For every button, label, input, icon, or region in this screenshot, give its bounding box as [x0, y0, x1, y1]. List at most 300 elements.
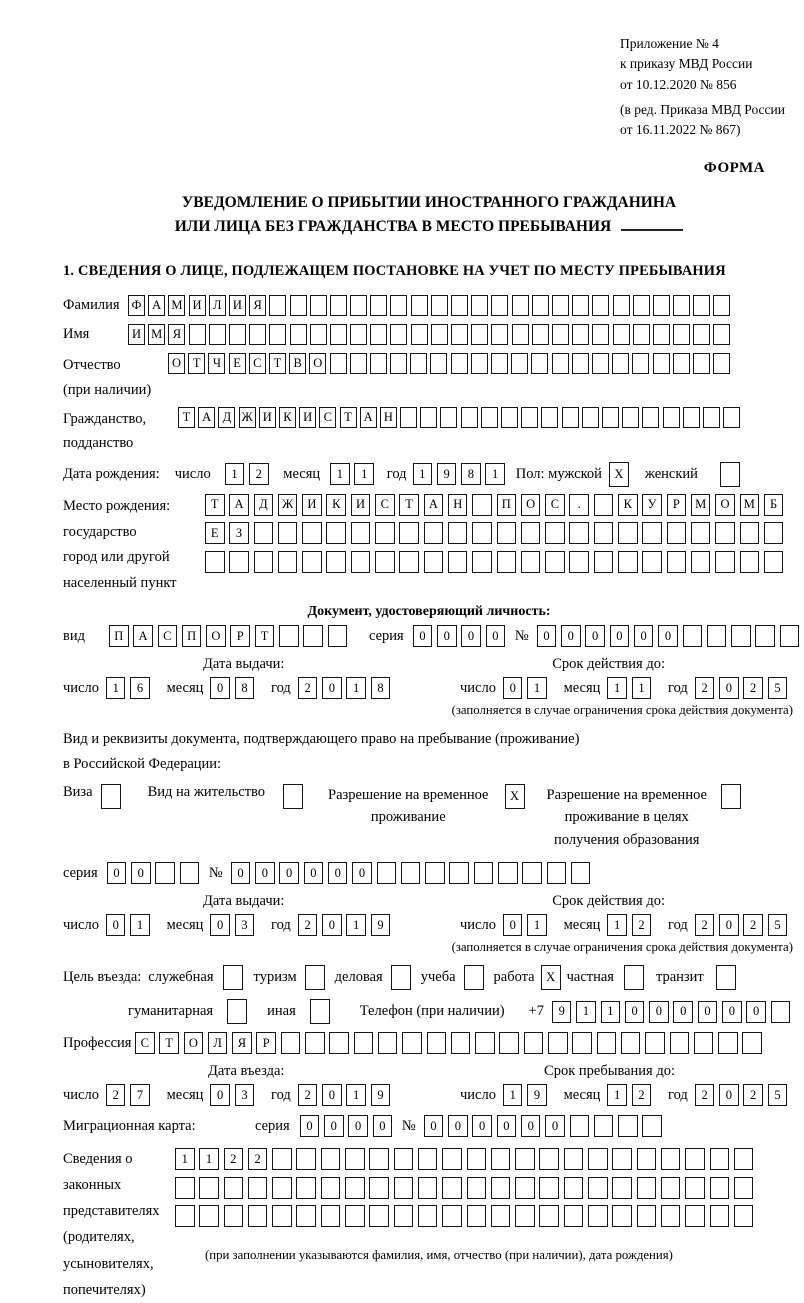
char-box[interactable] [515, 1177, 535, 1199]
profession-boxes[interactable] [135, 1032, 767, 1054]
char-box[interactable]: 0 [658, 625, 678, 647]
char-box[interactable]: С [545, 494, 565, 516]
char-box[interactable]: О [715, 494, 735, 516]
char-box[interactable]: О [206, 625, 226, 647]
char-box[interactable] [391, 965, 411, 990]
char-box[interactable]: Т [178, 407, 195, 428]
char-box[interactable] [720, 462, 740, 487]
char-box[interactable] [497, 551, 517, 573]
char-box[interactable] [296, 1177, 316, 1199]
char-box[interactable]: Е [229, 353, 246, 374]
char-box[interactable] [621, 1032, 641, 1054]
char-box[interactable]: Т [340, 407, 357, 428]
char-box[interactable]: 0 [719, 1084, 739, 1106]
char-box[interactable] [205, 551, 225, 573]
char-box[interactable] [588, 1205, 608, 1227]
char-box[interactable] [418, 1148, 438, 1170]
char-box[interactable] [497, 522, 517, 544]
char-box[interactable]: 0 [131, 862, 151, 884]
char-box[interactable] [351, 522, 371, 544]
char-box[interactable] [283, 784, 303, 809]
char-box[interactable] [272, 1148, 292, 1170]
char-box[interactable] [734, 1205, 754, 1227]
char-box[interactable] [612, 353, 629, 374]
char-box[interactable] [467, 1177, 487, 1199]
char-box[interactable] [532, 295, 549, 316]
char-box[interactable] [637, 1205, 657, 1227]
char-box[interactable]: И [302, 494, 322, 516]
char-box[interactable]: 0 [673, 1001, 693, 1023]
char-box[interactable]: 0 [503, 914, 523, 936]
char-box[interactable]: 5 [768, 914, 788, 936]
issue-year-boxes[interactable] [298, 677, 395, 699]
char-box[interactable]: 0 [722, 1001, 742, 1023]
char-box[interactable]: 0 [210, 1084, 230, 1106]
char-box[interactable] [369, 1177, 389, 1199]
char-box[interactable] [370, 324, 387, 345]
char-box[interactable] [588, 1148, 608, 1170]
char-box[interactable]: 0 [698, 1001, 718, 1023]
char-box[interactable]: 0 [537, 625, 557, 647]
char-box[interactable]: 2 [632, 914, 652, 936]
char-box[interactable]: 2 [224, 1148, 244, 1170]
char-box[interactable] [399, 551, 419, 573]
char-box[interactable] [691, 551, 711, 573]
char-box[interactable] [481, 407, 498, 428]
char-box[interactable] [351, 551, 371, 573]
char-box[interactable]: В [289, 353, 306, 374]
char-box[interactable] [564, 1205, 584, 1227]
char-box[interactable] [569, 522, 589, 544]
char-box[interactable]: X [505, 784, 525, 809]
char-box[interactable] [531, 353, 548, 374]
char-box[interactable]: А [360, 407, 377, 428]
char-box[interactable] [491, 353, 508, 374]
char-box[interactable] [440, 407, 457, 428]
char-box[interactable] [653, 295, 670, 316]
char-box[interactable]: 0 [322, 1084, 342, 1106]
char-box[interactable]: X [541, 965, 561, 990]
char-box[interactable] [431, 324, 448, 345]
char-box[interactable] [521, 407, 538, 428]
char-box[interactable]: И [299, 407, 316, 428]
char-box[interactable]: А [198, 407, 215, 428]
char-box[interactable] [491, 1177, 511, 1199]
char-box[interactable]: 0 [328, 862, 348, 884]
char-box[interactable] [302, 522, 322, 544]
char-box[interactable]: 3 [235, 914, 255, 936]
char-box[interactable] [369, 1148, 389, 1170]
char-box[interactable] [464, 965, 484, 990]
char-box[interactable] [572, 295, 589, 316]
char-box[interactable] [683, 625, 703, 647]
char-box[interactable] [501, 407, 518, 428]
doc-kind-boxes[interactable] [109, 625, 352, 647]
char-box[interactable]: Е [205, 522, 225, 544]
char-box[interactable] [734, 1148, 754, 1170]
char-box[interactable] [420, 407, 437, 428]
char-box[interactable]: 1 [632, 677, 652, 699]
char-box[interactable]: 1 [199, 1148, 219, 1170]
representatives-boxes-row1[interactable] [175, 1148, 758, 1170]
sex-female-checkbox[interactable] [720, 462, 740, 487]
char-box[interactable] [713, 353, 730, 374]
char-box[interactable] [390, 324, 407, 345]
char-box[interactable] [305, 965, 325, 990]
char-box[interactable] [642, 522, 662, 544]
char-box[interactable]: П [182, 625, 202, 647]
char-box[interactable]: 0 [255, 862, 275, 884]
char-box[interactable] [461, 407, 478, 428]
patronymic-boxes[interactable] [168, 353, 733, 374]
char-box[interactable]: 0 [352, 862, 372, 884]
temp-residence-edu-checkbox[interactable] [721, 784, 741, 809]
char-box[interactable] [572, 353, 589, 374]
char-box[interactable] [572, 1032, 592, 1054]
char-box[interactable] [541, 407, 558, 428]
char-box[interactable] [451, 1032, 471, 1054]
purpose-other-checkbox[interactable] [310, 999, 330, 1024]
char-box[interactable] [394, 1148, 414, 1170]
char-box[interactable] [248, 1205, 268, 1227]
char-box[interactable]: 2 [695, 914, 715, 936]
char-box[interactable] [224, 1205, 244, 1227]
char-box[interactable] [512, 295, 529, 316]
char-box[interactable]: П [497, 494, 517, 516]
char-box[interactable] [515, 1205, 535, 1227]
birth-place-boxes-row3[interactable] [205, 551, 788, 573]
stay-year-boxes[interactable] [695, 1084, 792, 1106]
char-box[interactable] [618, 551, 638, 573]
char-box[interactable] [521, 522, 541, 544]
char-box[interactable] [175, 1177, 195, 1199]
char-box[interactable] [637, 1148, 657, 1170]
residence-series-boxes[interactable] [107, 862, 204, 884]
char-box[interactable] [718, 1032, 738, 1054]
char-box[interactable] [723, 407, 740, 428]
char-box[interactable] [350, 295, 367, 316]
birth-day-boxes[interactable] [225, 463, 274, 485]
char-box[interactable] [402, 1032, 422, 1054]
char-box[interactable]: Н [380, 407, 397, 428]
char-box[interactable] [431, 295, 448, 316]
char-box[interactable] [254, 551, 274, 573]
char-box[interactable] [330, 324, 347, 345]
char-box[interactable] [189, 324, 206, 345]
purpose-work-checkbox[interactable] [541, 965, 561, 990]
char-box[interactable] [390, 295, 407, 316]
char-box[interactable] [424, 551, 444, 573]
char-box[interactable]: 0 [210, 914, 230, 936]
char-box[interactable] [224, 1177, 244, 1199]
char-box[interactable] [633, 295, 650, 316]
char-box[interactable]: 0 [497, 1115, 517, 1137]
char-box[interactable] [442, 1148, 462, 1170]
char-box[interactable] [451, 353, 468, 374]
char-box[interactable] [321, 1177, 341, 1199]
char-box[interactable] [390, 353, 407, 374]
char-box[interactable]: С [158, 625, 178, 647]
char-box[interactable]: 0 [503, 677, 523, 699]
char-box[interactable] [410, 353, 427, 374]
char-box[interactable] [418, 1177, 438, 1199]
temp-residence-checkbox[interactable] [505, 784, 525, 809]
char-box[interactable] [498, 862, 518, 884]
purpose-business-checkbox[interactable] [391, 965, 411, 990]
representatives-boxes-row2[interactable] [175, 1177, 758, 1199]
valid-day-boxes[interactable] [503, 677, 552, 699]
char-box[interactable] [418, 1205, 438, 1227]
char-box[interactable] [442, 1177, 462, 1199]
char-box[interactable] [673, 295, 690, 316]
char-box[interactable]: У [642, 494, 662, 516]
char-box[interactable] [310, 295, 327, 316]
char-box[interactable]: 8 [235, 677, 255, 699]
char-box[interactable]: 9 [552, 1001, 572, 1023]
char-box[interactable] [411, 295, 428, 316]
char-box[interactable]: 1 [607, 914, 627, 936]
char-box[interactable] [740, 551, 760, 573]
char-box[interactable] [354, 1032, 374, 1054]
char-box[interactable] [564, 1148, 584, 1170]
char-box[interactable]: 9 [371, 914, 391, 936]
char-box[interactable]: 0 [106, 914, 126, 936]
char-box[interactable]: 1 [175, 1148, 195, 1170]
char-box[interactable] [425, 862, 445, 884]
char-box[interactable] [667, 522, 687, 544]
char-box[interactable]: 0 [448, 1115, 468, 1137]
char-box[interactable]: С [249, 353, 266, 374]
char-box[interactable] [321, 1205, 341, 1227]
char-box[interactable]: 0 [719, 677, 739, 699]
issue-day-boxes[interactable] [106, 914, 155, 936]
char-box[interactable]: О [184, 1032, 204, 1054]
char-box[interactable] [594, 1115, 614, 1137]
char-box[interactable] [515, 1148, 535, 1170]
char-box[interactable]: 0 [521, 1115, 541, 1137]
valid-year-boxes[interactable] [695, 914, 792, 936]
char-box[interactable]: 0 [373, 1115, 393, 1137]
char-box[interactable] [552, 324, 569, 345]
char-box[interactable]: 3 [235, 1084, 255, 1106]
char-box[interactable]: 0 [585, 625, 605, 647]
char-box[interactable]: Т [159, 1032, 179, 1054]
char-box[interactable]: С [135, 1032, 155, 1054]
char-box[interactable] [633, 324, 650, 345]
char-box[interactable]: О [521, 494, 541, 516]
char-box[interactable] [199, 1177, 219, 1199]
char-box[interactable] [716, 965, 736, 990]
char-box[interactable] [613, 295, 630, 316]
char-box[interactable]: Т [205, 494, 225, 516]
char-box[interactable] [642, 1115, 662, 1137]
char-box[interactable]: И [351, 494, 371, 516]
char-box[interactable] [622, 407, 639, 428]
char-box[interactable]: 1 [527, 914, 547, 936]
char-box[interactable] [278, 522, 298, 544]
char-box[interactable]: Л [208, 1032, 228, 1054]
char-box[interactable] [394, 1205, 414, 1227]
purpose-private-checkbox[interactable] [624, 965, 644, 990]
char-box[interactable] [661, 1148, 681, 1170]
char-box[interactable]: 1 [346, 677, 366, 699]
purpose-humanitarian-checkbox[interactable] [227, 999, 247, 1024]
char-box[interactable] [269, 324, 286, 345]
char-box[interactable] [511, 353, 528, 374]
char-box[interactable] [562, 407, 579, 428]
char-box[interactable]: 2 [632, 1084, 652, 1106]
valid-month-boxes[interactable] [607, 677, 656, 699]
char-box[interactable] [491, 1148, 511, 1170]
char-box[interactable] [693, 324, 710, 345]
char-box[interactable] [471, 353, 488, 374]
char-box[interactable]: 1 [601, 1001, 621, 1023]
char-box[interactable] [472, 522, 492, 544]
char-box[interactable] [424, 522, 444, 544]
char-box[interactable] [345, 1148, 365, 1170]
char-box[interactable]: И [128, 324, 145, 345]
valid-month-boxes[interactable] [607, 914, 656, 936]
char-box[interactable]: Ч [208, 353, 225, 374]
char-box[interactable]: 2 [695, 677, 715, 699]
char-box[interactable]: О [309, 353, 326, 374]
char-box[interactable]: 2 [249, 463, 269, 485]
char-box[interactable] [592, 353, 609, 374]
char-box[interactable]: 2 [743, 677, 763, 699]
purpose-study-checkbox[interactable] [464, 965, 484, 990]
char-box[interactable] [715, 551, 735, 573]
char-box[interactable] [375, 522, 395, 544]
char-box[interactable] [545, 551, 565, 573]
char-box[interactable]: 0 [561, 625, 581, 647]
char-box[interactable]: 1 [346, 1084, 366, 1106]
char-box[interactable] [571, 862, 591, 884]
char-box[interactable]: Р [256, 1032, 276, 1054]
char-box[interactable]: К [326, 494, 346, 516]
char-box[interactable]: 0 [486, 625, 506, 647]
char-box[interactable]: 1 [607, 1084, 627, 1106]
char-box[interactable]: 2 [298, 914, 318, 936]
char-box[interactable]: З [229, 522, 249, 544]
purpose-transit-checkbox[interactable] [716, 965, 736, 990]
char-box[interactable]: Р [230, 625, 250, 647]
char-box[interactable]: 5 [768, 677, 788, 699]
char-box[interactable] [269, 295, 286, 316]
stay-day-boxes[interactable] [503, 1084, 552, 1106]
given-name-boxes[interactable] [128, 324, 734, 345]
char-box[interactable]: 1 [607, 677, 627, 699]
char-box[interactable] [370, 353, 387, 374]
char-box[interactable] [685, 1148, 705, 1170]
char-box[interactable]: X [609, 462, 629, 487]
char-box[interactable]: 0 [413, 625, 433, 647]
char-box[interactable] [326, 522, 346, 544]
char-box[interactable]: 0 [210, 677, 230, 699]
char-box[interactable] [451, 295, 468, 316]
char-box[interactable] [539, 1205, 559, 1227]
residence-permit-checkbox[interactable] [283, 784, 303, 809]
char-box[interactable]: К [618, 494, 638, 516]
char-box[interactable] [467, 1148, 487, 1170]
char-box[interactable] [278, 551, 298, 573]
char-box[interactable]: 1 [527, 677, 547, 699]
char-box[interactable] [612, 1148, 632, 1170]
char-box[interactable] [642, 551, 662, 573]
char-box[interactable]: К [279, 407, 296, 428]
entry-month-boxes[interactable] [210, 1084, 259, 1106]
char-box[interactable] [539, 1148, 559, 1170]
char-box[interactable] [661, 1205, 681, 1227]
char-box[interactable] [710, 1177, 730, 1199]
char-box[interactable]: И [189, 295, 206, 316]
char-box[interactable]: П [109, 625, 129, 647]
char-box[interactable] [539, 1177, 559, 1199]
char-box[interactable] [467, 1205, 487, 1227]
char-box[interactable] [296, 1148, 316, 1170]
char-box[interactable] [685, 1177, 705, 1199]
char-box[interactable]: М [168, 295, 185, 316]
char-box[interactable] [569, 551, 589, 573]
valid-day-boxes[interactable] [503, 914, 552, 936]
char-box[interactable] [545, 522, 565, 544]
char-box[interactable] [296, 1205, 316, 1227]
char-box[interactable] [663, 407, 680, 428]
char-box[interactable]: А [229, 494, 249, 516]
char-box[interactable]: 2 [743, 914, 763, 936]
char-box[interactable]: 0 [322, 914, 342, 936]
char-box[interactable] [673, 324, 690, 345]
char-box[interactable] [685, 1205, 705, 1227]
char-box[interactable]: Ж [278, 494, 298, 516]
char-box[interactable] [653, 324, 670, 345]
char-box[interactable] [378, 1032, 398, 1054]
char-box[interactable]: 2 [248, 1148, 268, 1170]
char-box[interactable] [764, 522, 784, 544]
char-box[interactable] [399, 522, 419, 544]
char-box[interactable] [401, 862, 421, 884]
char-box[interactable]: Т [255, 625, 275, 647]
char-box[interactable] [281, 1032, 301, 1054]
char-box[interactable] [471, 295, 488, 316]
char-box[interactable]: Ж [239, 407, 256, 428]
char-box[interactable]: 0 [610, 625, 630, 647]
char-box[interactable]: 0 [472, 1115, 492, 1137]
char-box[interactable] [552, 353, 569, 374]
char-box[interactable] [522, 862, 542, 884]
char-box[interactable]: 1 [576, 1001, 596, 1023]
char-box[interactable]: 0 [304, 862, 324, 884]
issue-day-boxes[interactable] [106, 677, 155, 699]
char-box[interactable] [642, 407, 659, 428]
char-box[interactable] [375, 551, 395, 573]
char-box[interactable] [582, 407, 599, 428]
char-box[interactable] [592, 324, 609, 345]
issue-month-boxes[interactable] [210, 914, 259, 936]
char-box[interactable]: М [740, 494, 760, 516]
char-box[interactable] [279, 625, 299, 647]
char-box[interactable]: 0 [107, 862, 127, 884]
char-box[interactable]: . [569, 494, 589, 516]
char-box[interactable]: 0 [279, 862, 299, 884]
char-box[interactable] [532, 324, 549, 345]
char-box[interactable]: 0 [324, 1115, 344, 1137]
char-box[interactable] [302, 551, 322, 573]
char-box[interactable] [227, 999, 247, 1024]
char-box[interactable] [400, 407, 417, 428]
char-box[interactable] [612, 1205, 632, 1227]
char-box[interactable] [448, 551, 468, 573]
char-box[interactable]: 9 [437, 463, 457, 485]
